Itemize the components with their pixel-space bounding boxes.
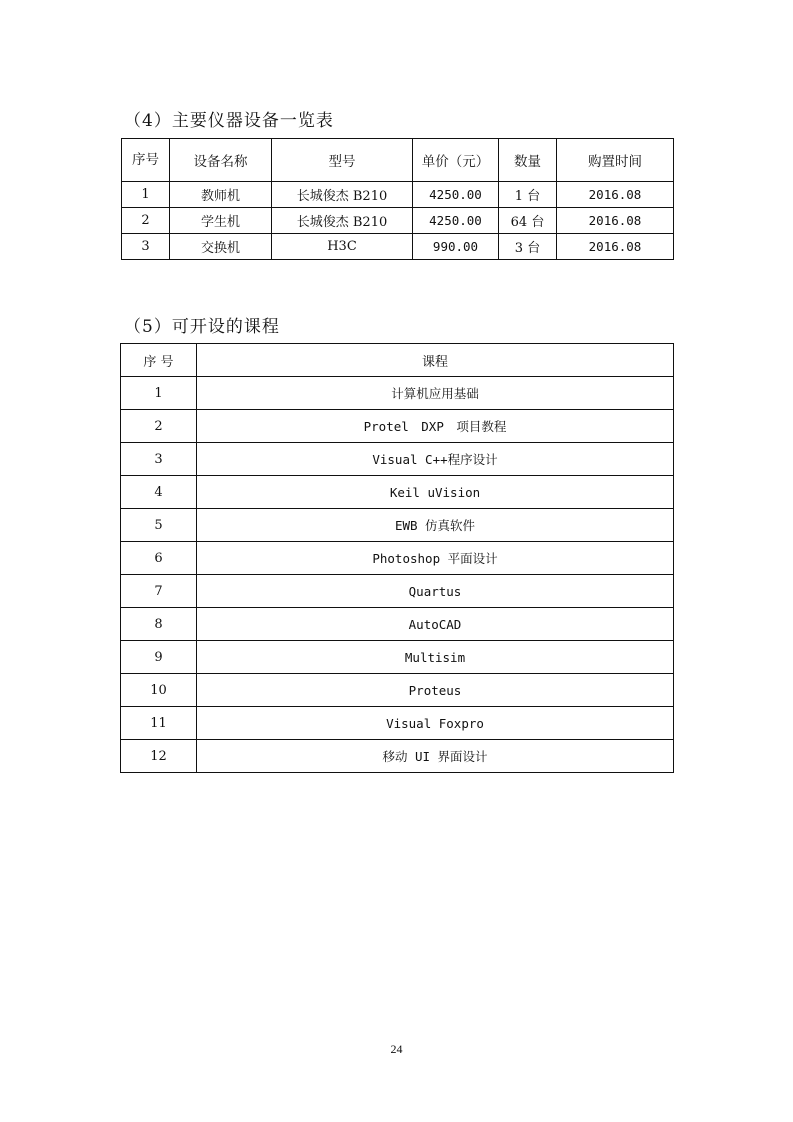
cell-course-name: Protel DXP 项目教程 [197, 410, 674, 443]
header-quantity: 数量 [499, 139, 557, 182]
cell-purchase-date: 2016.08 [557, 208, 674, 234]
cell-serial-number: 7 [121, 575, 197, 608]
equipment-table [121, 138, 674, 260]
header-course: 课程 [197, 344, 674, 377]
table-row [121, 707, 674, 740]
table-row [121, 377, 674, 410]
cell-course-name: Keil uVision [197, 476, 674, 509]
cell-unit-price: 4250.00 [413, 208, 499, 234]
equipment-header-row [122, 139, 674, 182]
cell-quantity: 1 台 [499, 182, 557, 208]
cell-serial-number: 2 [121, 410, 197, 443]
table-row [121, 641, 674, 674]
table-row [122, 208, 674, 234]
table-row [121, 674, 674, 707]
table-row [122, 234, 674, 260]
cell-model: H3C [272, 234, 413, 260]
cell-serial-number: 2 [122, 208, 170, 234]
cell-serial-number: 3 [121, 443, 197, 476]
cell-serial-number: 6 [121, 542, 197, 575]
table-row [121, 740, 674, 773]
cell-serial-number: 8 [121, 608, 197, 641]
table-row [121, 443, 674, 476]
table-row [121, 575, 674, 608]
table-row [121, 476, 674, 509]
cell-course-name: Proteus [197, 674, 674, 707]
header-model: 型号 [272, 139, 413, 182]
courses-header-row [121, 344, 674, 377]
cell-course-name: AutoCAD [197, 608, 674, 641]
table-row [121, 509, 674, 542]
cell-device-name: 学生机 [170, 208, 272, 234]
cell-unit-price: 990.00 [413, 234, 499, 260]
cell-device-name: 教师机 [170, 182, 272, 208]
cell-serial-number: 3 [122, 234, 170, 260]
table-row [121, 410, 674, 443]
cell-course-name: Multisim [197, 641, 674, 674]
cell-serial-number: 1 [122, 182, 170, 208]
cell-serial-number: 10 [121, 674, 197, 707]
header-unit-price: 单价（元） [413, 139, 499, 182]
cell-serial-number: 9 [121, 641, 197, 674]
cell-serial-number: 1 [121, 377, 197, 410]
cell-unit-price: 4250.00 [413, 182, 499, 208]
cell-course-name: Visual C++程序设计 [197, 443, 674, 476]
courses-section-title: （5）可开设的课程 [124, 317, 280, 337]
cell-quantity: 3 台 [499, 234, 557, 260]
cell-purchase-date: 2016.08 [557, 182, 674, 208]
cell-course-name: Visual Foxpro [197, 707, 674, 740]
cell-serial-number: 5 [121, 509, 197, 542]
courses-table [120, 343, 674, 773]
cell-purchase-date: 2016.08 [557, 234, 674, 260]
header-purchase-date: 购置时间 [557, 139, 674, 182]
cell-model: 长城俊杰 B210 [272, 208, 413, 234]
page-number: 24 [390, 1042, 403, 1056]
cell-quantity: 64 台 [499, 208, 557, 234]
header-serial-number: 序号 [122, 139, 170, 182]
table-row [122, 182, 674, 208]
cell-serial-number: 4 [121, 476, 197, 509]
table-row [121, 608, 674, 641]
cell-course-name: EWB 仿真软件 [197, 509, 674, 542]
cell-device-name: 交换机 [170, 234, 272, 260]
cell-course-name: Photoshop 平面设计 [197, 542, 674, 575]
table-row [121, 542, 674, 575]
header-device-name: 设备名称 [170, 139, 272, 182]
equipment-section-title: （4）主要仪器设备一览表 [124, 111, 334, 131]
cell-course-name: 计算机应用基础 [197, 377, 674, 410]
header-serial-number: 序 号 [121, 344, 197, 377]
cell-course-name: 移动 UI 界面设计 [197, 740, 674, 773]
cell-course-name: Quartus [197, 575, 674, 608]
cell-serial-number: 12 [121, 740, 197, 773]
cell-serial-number: 11 [121, 707, 197, 740]
cell-model: 长城俊杰 B210 [272, 182, 413, 208]
